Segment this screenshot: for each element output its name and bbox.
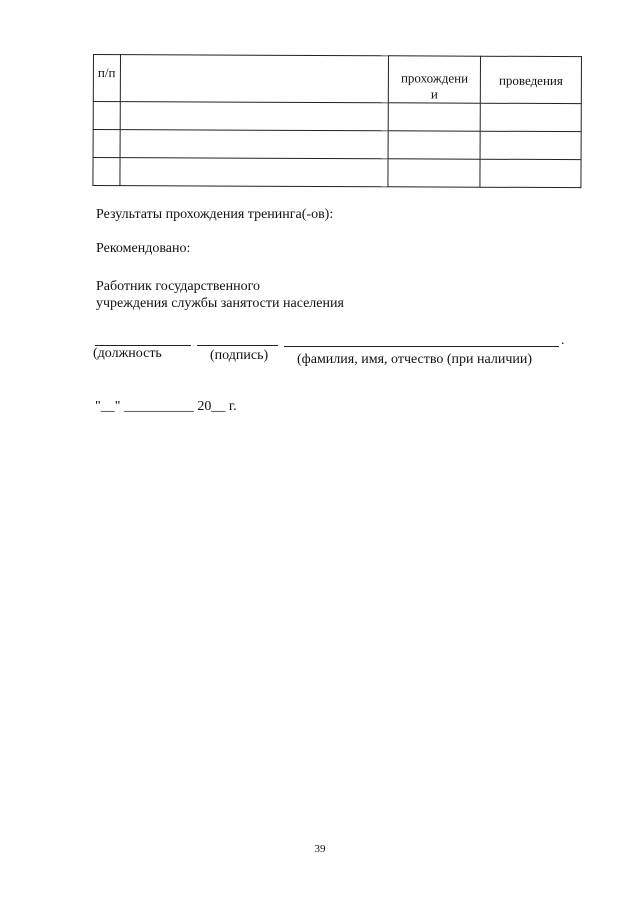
table-row (93, 102, 581, 132)
caption-full-name: (фамилия, имя, отчество (при наличии) (297, 352, 533, 367)
employee-title-line2: учреждения службы занятости населения (96, 296, 344, 311)
signature-end-mark: . (561, 333, 565, 348)
caption-signature: (подпись) (210, 348, 269, 363)
header-cell-conducting (480, 56, 581, 103)
table-cell[interactable] (480, 103, 581, 131)
signature-field-line[interactable] (197, 345, 278, 346)
results-label: Результаты прохождения тренинга(-ов): (96, 207, 334, 222)
caption-position: (должность (93, 346, 162, 361)
training-table (92, 54, 582, 188)
header-cell-passing (388, 56, 480, 103)
header-passing-line1: прохождени (400, 70, 469, 86)
employee-title-line1: Работник государственного (96, 279, 261, 294)
table-cell[interactable] (120, 158, 388, 187)
table-cell[interactable] (93, 158, 120, 186)
table-cell[interactable] (93, 102, 120, 130)
table-cell[interactable] (388, 131, 480, 159)
header-cell-name (120, 55, 388, 103)
table-header-row (93, 55, 581, 104)
page-number: 39 (314, 843, 326, 855)
table-cell[interactable] (480, 159, 581, 187)
header-conducting-label: проведения (498, 72, 563, 89)
table-cell[interactable] (480, 131, 581, 159)
recommended-label: Рекомендовано: (96, 241, 191, 256)
table-row (93, 130, 581, 160)
header-passing-line2: и (430, 86, 438, 102)
header-passing-label (389, 56, 480, 102)
table-cell[interactable] (120, 102, 388, 131)
table-cell[interactable] (388, 159, 480, 187)
header-cell-number (93, 55, 120, 102)
table-cell[interactable] (120, 130, 388, 159)
header-number-label: п/п (97, 65, 116, 81)
date-line: "__" __________ 20__ г. (95, 399, 237, 414)
full-name-field-line[interactable] (284, 346, 559, 347)
table-cell[interactable] (388, 103, 480, 131)
table-cell[interactable] (93, 130, 120, 158)
table-row (93, 158, 581, 188)
